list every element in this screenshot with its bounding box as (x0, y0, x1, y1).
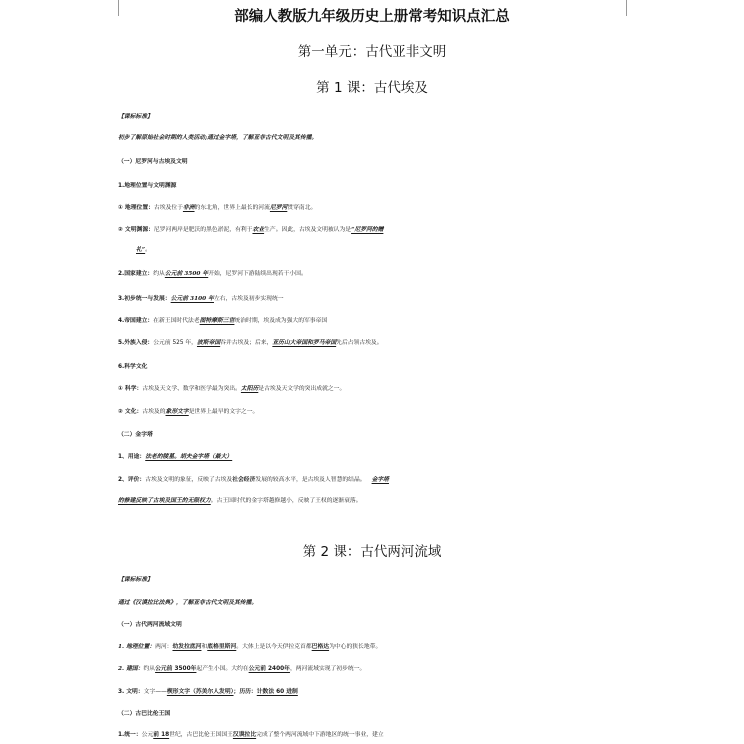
l1-eval-t3: 。古王国时代的金字塔越修越小，反映了王权的逐渐衰落。 (210, 498, 362, 504)
l1-state-k1: 公元前 3500 年 (164, 271, 209, 277)
l1-origin-line-cont (136, 244, 656, 256)
l1-geo-t2: 的东北角，世界上最长的河流 (194, 205, 270, 211)
l1-state-t1: 约从 (153, 271, 165, 277)
l2-unify-k2: 汉谟拉比 (232, 732, 257, 738)
l1-unify-label: 3.初步统一与发展： (118, 296, 171, 302)
l1-empire-label: 4.帝国建立： (118, 318, 154, 324)
l1-use-label: 1、用途： (118, 454, 146, 460)
l1-science-line (118, 383, 638, 395)
l2-build-k2: 公元前 2400年 (248, 666, 290, 672)
l1-standard-tag-text: 【课标标准】 (118, 114, 153, 120)
l1-origin-t1: 尼罗河两岸是肥沃的黑色淤泥，有利于 (153, 227, 253, 233)
l1-origin-t3: 。 (145, 247, 151, 253)
l1-eval-k1: 金字塔 (371, 477, 389, 483)
l1-eval-t1: 古埃及文明的象征，反映了古埃及 (145, 477, 233, 483)
l1-sci-k1: 太阳历 (240, 386, 259, 392)
l1-origin-k2: “尼罗河的赠 (351, 227, 384, 233)
l2-build-line (118, 663, 638, 675)
l1-geo-k2: 尼罗河 (269, 205, 288, 211)
l1-invade-line (118, 337, 638, 349)
l1-use-line (118, 451, 638, 463)
l2-section-1-heading: （一）古代两河流域文明 (118, 622, 182, 628)
l2-civ-line (118, 686, 638, 698)
l1-origin-k1: 农业 (252, 227, 265, 233)
l1-sci-label: ① 科学： (118, 386, 143, 392)
l1-eval-label: 2、评价： (118, 477, 146, 483)
l1-origin-line (118, 224, 638, 236)
l2-geo-t3: 。大体上是以今天伊拉克首都 (236, 644, 312, 650)
l1-section-2-heading: （二）金字塔 (118, 432, 153, 438)
l2-geo-t4: 为中心的狭长地带。 (329, 644, 382, 650)
l1-state-line (118, 268, 638, 280)
l2-geo-t2: 和 (201, 644, 208, 650)
l1-unify-t1: 左右，古埃及初步实现统一 (213, 296, 284, 302)
l1-geo-line (118, 202, 638, 214)
l2-unify-line (118, 729, 638, 741)
l1-state-label: 2.国家建立： (118, 271, 154, 277)
l1-empire-k1: 图特摩斯三世 (199, 318, 235, 324)
l1-eval-t2: 发展的较高水平，是古埃及人智慧的结晶。 (255, 477, 366, 483)
l2-geo-k2: 底格里斯河 (207, 644, 237, 650)
l2-section-2-heading: （二）古巴比伦王国 (118, 711, 171, 717)
l1-cul-t2: 是世界上最早的文字之一。 (188, 409, 259, 415)
l1-invade-t2: 吞并古埃及；后来， (220, 340, 273, 346)
l2-build-t1: 约从 (143, 666, 156, 672)
l1-eval-line-cont (118, 495, 638, 507)
l1-geo-label: ① 地理位置： (118, 205, 154, 211)
l2-unify-k1: 前 18 (153, 732, 170, 738)
l1-invade-k2: 亚历山大帝国和罗马帝国 (272, 340, 337, 346)
l2-civ-t1: 文字—— (143, 689, 167, 695)
l1-invade-t1: 公元前 525 年， (153, 340, 197, 346)
l1-unify-k1: 公元前 3100 年 (170, 296, 214, 302)
l1-invade-t3: 先后占领古埃及。 (336, 340, 383, 346)
document-title: 部编人教版九年级历史上册常考知识点汇总 (234, 9, 510, 25)
l1-heading-geography: 1.地理位置与文明渊源 (118, 183, 177, 189)
l1-invade-label: 5.外族入侵： (118, 340, 154, 346)
l1-invade-k1: 波斯帝国 (196, 340, 221, 346)
l1-geo-t3: 贯穿南北。 (287, 205, 317, 211)
l2-unify-label: 1.统一： (118, 732, 142, 738)
l1-eval-line (118, 474, 638, 486)
l2-build-t2: 起产生小国。大约在 (196, 666, 249, 672)
l1-empire-t2: 统治时期，埃及成为强大的军事帝国 (234, 318, 328, 324)
l1-cul-label: ② 文化： (118, 409, 143, 415)
l2-unify-t1: 公元 (141, 732, 154, 738)
l1-heading-science: 6.科学文化 (118, 364, 148, 370)
l2-civ-k2: 计数法 60 进制 (256, 689, 298, 695)
lesson-1-title: 第 1 课：古代埃及 (316, 80, 428, 96)
l1-geo-k1: 非洲 (182, 205, 195, 211)
unit-heading: 第一单元：古代亚非文明 (297, 44, 447, 60)
l2-unify-t2: 世纪，古巴比伦王国国王 (169, 732, 233, 738)
l1-sci-t2: 是古埃及天文学的突出成就之一。 (258, 386, 346, 392)
l2-civ-label: 3. 文明： (118, 689, 144, 695)
l1-eval-b1: 社会经济 (232, 477, 256, 483)
l1-section-1-heading: （一）尼罗河与古埃及文明 (118, 159, 188, 165)
l1-origin-label: ② 文明渊源： (118, 227, 154, 233)
l2-build-label: 2. 建国： (118, 666, 144, 672)
l2-standard-text: 通过《汉谟拉比法典》，了解亚非古代文明及其传播。 (118, 600, 258, 606)
l2-geo-k3: 巴格达 (311, 644, 330, 650)
lesson-2-title: 第 2 课：古代两河流域 (302, 544, 442, 560)
l1-state-t2: 开始，尼罗河下游陆续出现若干小国。 (208, 271, 307, 277)
l2-civ-t2: ；历历： (233, 689, 257, 695)
l1-origin-t2: 生产。因此，古埃及文明被认为是 (264, 227, 352, 233)
l2-geo-k1: 幼发拉底河 (172, 644, 202, 650)
l2-build-t3: ，两河流域实现了初步统一。 (289, 666, 366, 672)
l1-cul-t1: 古埃及的 (142, 409, 166, 415)
l1-empire-line (118, 315, 638, 327)
l1-cul-k1: 象形文字 (165, 409, 189, 415)
l1-eval-k2: 的修建反映了古埃及国王的无限权力 (118, 498, 211, 504)
l1-geo-t1: 古埃及位于 (153, 205, 183, 211)
l2-standard-tag-text: 【课标标准】 (118, 577, 153, 583)
l1-empire-t1: 在新王国时代法老 (153, 318, 200, 324)
l1-unify-line (118, 293, 638, 305)
l1-use-k1: 法老的陵墓。胡夫金字塔（最大） (145, 454, 233, 460)
l2-civ-k1: 楔形文字（苏美尔人发明） (166, 689, 234, 695)
l1-origin-k3: 礼” (136, 247, 146, 253)
l1-sci-t1: 古埃及天文学、数学和医学最为突出。 (142, 386, 241, 392)
l2-geo-line (118, 641, 638, 653)
l2-geo-t1: 两河： (155, 644, 173, 650)
l2-build-k1: 公元前 3500年 (155, 666, 197, 672)
l2-geo-label: 1. 地理位置： (118, 644, 156, 650)
l1-culture-line (118, 406, 638, 418)
l2-standard-tag (118, 574, 638, 586)
l1-standard-text: 初步了解原始社会时期的人类活动;通过金字塔，了解亚非古代文明及其传播。 (118, 135, 318, 141)
l1-standard-tag (118, 111, 638, 123)
l2-unify-t3: 完成了整个两河流域中下游地区的统一事业，建立 (256, 732, 384, 738)
